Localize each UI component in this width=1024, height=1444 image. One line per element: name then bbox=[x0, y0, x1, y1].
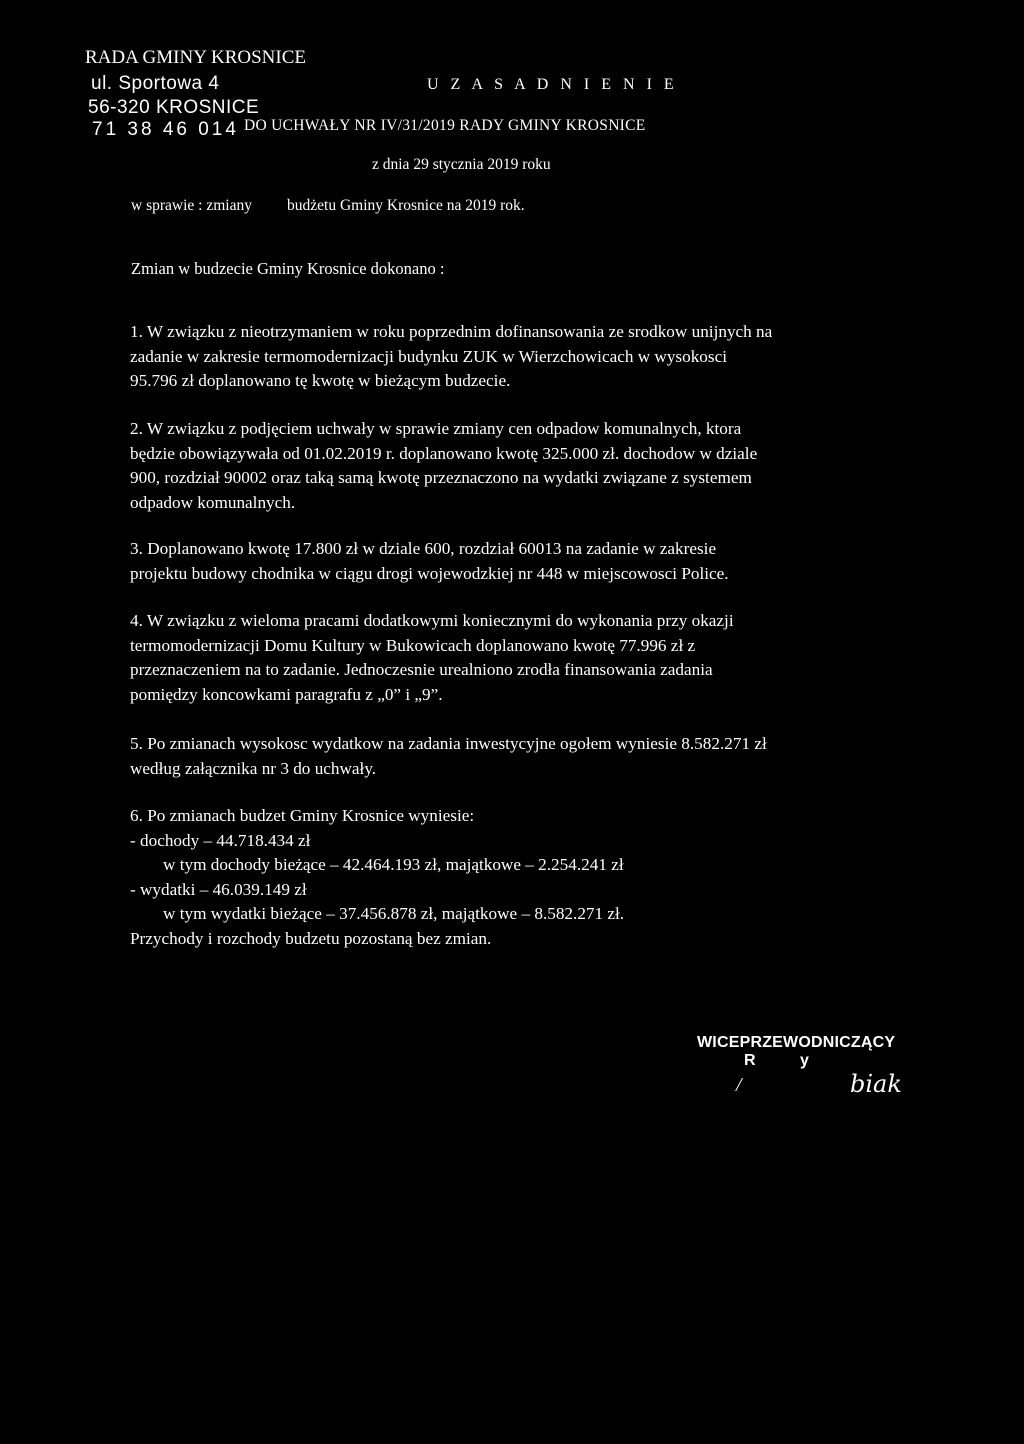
document-date: z dnia 29 stycznia 2019 roku bbox=[372, 156, 551, 173]
paragraph-line: 2. W związku z podjęciem uchwały w sprawie zmiany cen odpadow komunalnych, ktora bbox=[130, 419, 742, 438]
paragraph-line: 5. Po zmianach wysokosc wydatkow na zadania inwestycyjne ogołem wyniesie 8.582.271 zł bbox=[130, 734, 767, 753]
document-subtitle: DO UCHWAŁY NR IV/31/2019 RADY GMINY KROSNICE bbox=[244, 117, 646, 134]
summary-heading: 6. Po zmianach budzet Gminy Krosnice wyniesie: bbox=[130, 806, 475, 825]
stamp-line-council: RADA GMINY KROSNICE bbox=[85, 47, 306, 68]
intro-text: Zmian w budzecie Gminy Krosnice dokonano : bbox=[131, 259, 445, 278]
paragraph-line: pomiędzy koncowkami paragrafu z „0” i „9”. bbox=[130, 684, 443, 704]
paragraph-line: 1. W związku z nieotrzymaniem w roku poprzednim dofinansowania ze srodkow unijnych na bbox=[130, 322, 773, 341]
stamp-line-phone: 71 38 46 014 bbox=[92, 119, 239, 140]
paragraph-line: przeznaczeniem na to zadanie. Jednoczesnie urealniono zrodła finansowania zadania bbox=[130, 660, 713, 679]
paragraph-line: będzie obowiązywała od 01.02.2019 r. doplanowano kwotę 325.000 zł. dochodow w dziale bbox=[130, 443, 758, 463]
summary-expenses-detail: w tym wydatki bieżące – 37.456.878 zł, majątkowe – 8.582.271 zł. bbox=[163, 904, 625, 923]
signature-line bbox=[744, 1052, 809, 1070]
document-title: U Z A S A D N I E N I E bbox=[427, 76, 678, 93]
paragraph-4 bbox=[130, 609, 910, 707]
paragraph-1 bbox=[130, 320, 910, 394]
signature-title: WICEPRZEWODNICZĄCY bbox=[697, 1034, 896, 1051]
paragraph-line: 900, rozdział 90002 oraz taką samą kwotę przeznaczono na wydatki związane z systemem bbox=[130, 468, 752, 487]
paragraph-5 bbox=[130, 732, 910, 781]
paragraph-line: 4. W związku z wieloma pracami dodatkowymi koniecznymi do wykonania przy okazji bbox=[130, 611, 734, 630]
paragraph-2 bbox=[130, 417, 910, 515]
summary-income: - dochody – 44.718.434 zł bbox=[130, 830, 311, 850]
stamp-line-postcode: 56-320 KROSNICE bbox=[88, 97, 260, 118]
paragraph-line: zadanie w zakresie termomodernizacji budynku ZUK w Wierzchowicach w wysokosci bbox=[130, 346, 727, 366]
subject-text: budżetu Gminy Krosnice na 2019 rok. bbox=[287, 197, 525, 214]
paragraph-line: 95.796 zł doplanowano tę kwotę w bieżącym budzecie. bbox=[130, 371, 511, 390]
summary-income-detail: w tym dochody bieżące – 42.464.193 zł, majątkowe – 2.254.241 zł bbox=[163, 855, 624, 874]
summary-footer: Przychody i rozchody budzetu pozostaną bez zmian. bbox=[130, 928, 492, 948]
stamp-line-street: ul. Sportowa 4 bbox=[91, 73, 220, 94]
budget-summary bbox=[130, 804, 910, 951]
signature-line-text: R y bbox=[744, 1052, 809, 1069]
signature-mark: / bbox=[736, 1074, 742, 1096]
summary-expenses: - wydatki – 46.039.149 zł bbox=[130, 879, 307, 899]
paragraph-line: projektu budowy chodnika w ciągu drogi wojewodzkiej nr 448 w miejscowosci Police. bbox=[130, 563, 729, 583]
paragraph-line: odpadow komunalnych. bbox=[130, 492, 296, 512]
paragraph-line: 3. Doplanowano kwotę 17.800 zł w dziale 600, rozdział 60013 na zadanie w zakresie bbox=[130, 539, 717, 558]
subject-label: w sprawie : zmiany bbox=[131, 197, 252, 214]
paragraph-3 bbox=[130, 537, 910, 586]
signature-name-fragment: biak bbox=[850, 1070, 902, 1098]
paragraph-line: termomodernizacji Domu Kultury w Bukowicach doplanowano kwotę 77.996 zł z bbox=[130, 635, 696, 655]
paragraph-line: według załącznika nr 3 do uchwały. bbox=[130, 758, 377, 778]
